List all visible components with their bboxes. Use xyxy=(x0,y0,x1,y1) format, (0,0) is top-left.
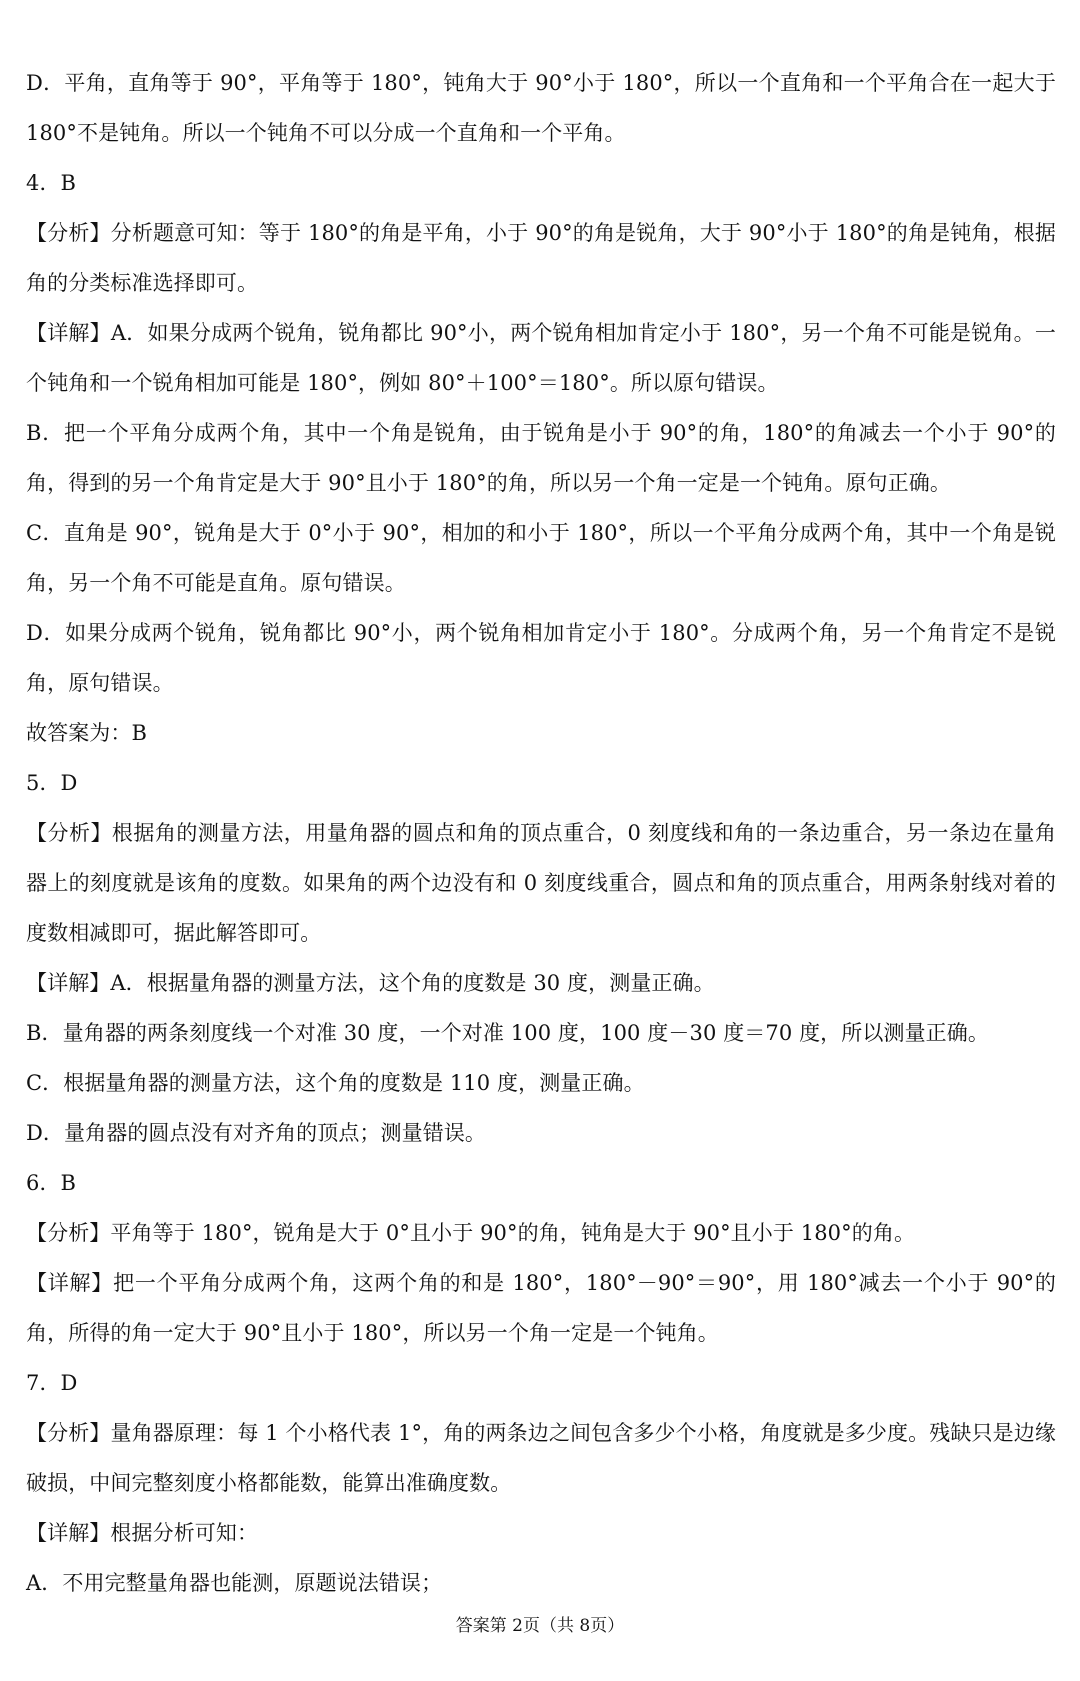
question-5-detail-d: D．量角器的圆点没有对齐角的顶点；测量错误。 xyxy=(26,1121,487,1145)
answer-content xyxy=(26,58,1056,1608)
question-7-detail-intro: 【详解】根据分析可知： xyxy=(26,1521,259,1545)
question-5-detail-c: C．根据量角器的测量方法，这个角的度数是 110 度，测量正确。 xyxy=(26,1071,645,1095)
question-6-detail: 【详解】把一个平角分成两个角，这两个角的和是 180°，180°－90°＝90°，用 180°减去一个小于 90°的角，所得的角一定大于 90°且小于 180°，所以另一个角一定是一个钝角。 xyxy=(26,1271,1056,1345)
question-4-conclusion: 故答案为：B xyxy=(26,721,148,745)
question-4-detail-c: C．直角是 90°，锐角是大于 0°小于 90°，相加的和小于 180°，所以一个平角分成两个角，其中一个角是锐角，另一个角不可能是直角。原句错误。 xyxy=(26,521,1056,595)
question-7-analysis: 【分析】量角器原理：每 1 个小格代表 1°，角的两条边之间包含多少个小格，角度就是多少度。残缺只是边缘破损，中间完整刻度小格都能数，能算出准确度数。 xyxy=(26,1421,1056,1495)
question-5-analysis: 【分析】根据角的测量方法，用量角器的圆点和角的顶点重合，0 刻度线和角的一条边重合，另一条边在量角器上的刻度就是该角的度数。如果角的两个边没有和 0 刻度线重合，圆点和角的顶点重合，用两条射线对着的度数相减即可，据此解答即可。 xyxy=(26,821,1056,945)
question-6-analysis: 【分析】平角等于 180°，锐角是大于 0°且小于 90°的角，钝角是大于 90°且小于 180°的角。 xyxy=(26,1221,916,1245)
question-4-detail-a: 【详解】A．如果分成两个锐角，锐角都比 90°小，两个锐角相加肯定小于 180°，另一个角不可能是锐角。一个钝角和一个锐角相加可能是 180°，例如 80°＋100°＝180°。所以原句错误。 xyxy=(26,321,1056,395)
question-7-detail-a: A．不用完整量角器也能测，原题说法错误； xyxy=(26,1571,443,1595)
question-4-detail-b: B．把一个平角分成两个角，其中一个角是锐角，由于锐角是小于 90°的角，180°的角减去一个小于 90°的角，得到的另一个角肯定是大于 90°且小于 180°的角，所以另一个角一定是一个钝角。原句正确。 xyxy=(26,421,1056,495)
question-7-answer: 7．D xyxy=(26,1371,78,1395)
question-4-analysis: 【分析】分析题意可知：等于 180°的角是平角，小于 90°的角是锐角，大于 90°小于 180°的角是钝角，根据角的分类标准选择即可。 xyxy=(26,221,1056,295)
question-4-detail-d: D．如果分成两个锐角，锐角都比 90°小，两个锐角相加肯定小于 180°。分成两个角，另一个角肯定不是锐角，原句错误。 xyxy=(26,621,1056,695)
question-5-detail-a: 【详解】A．根据量角器的测量方法，这个角的度数是 30 度，测量正确。 xyxy=(26,971,715,995)
question-6-answer: 6．B xyxy=(26,1171,77,1195)
question-5-answer: 5．D xyxy=(26,771,78,795)
question-5-detail-b: B．量角器的两条刻度线一个对准 30 度，一个对准 100 度，100 度－30 度＝70 度，所以测量正确。 xyxy=(26,1021,989,1045)
question-4-answer: 4．B xyxy=(26,171,77,195)
paragraph-option-d-flat-angle: D．平角，直角等于 90°，平角等于 180°，钝角大于 90°小于 180°，所以一个直角和一个平角合在一起大于 180°不是钝角。所以一个钝角不可以分成一个直角和一个平角。 xyxy=(26,71,1056,145)
page-footer: 答案第 2页（共 8页） xyxy=(455,1616,625,1636)
